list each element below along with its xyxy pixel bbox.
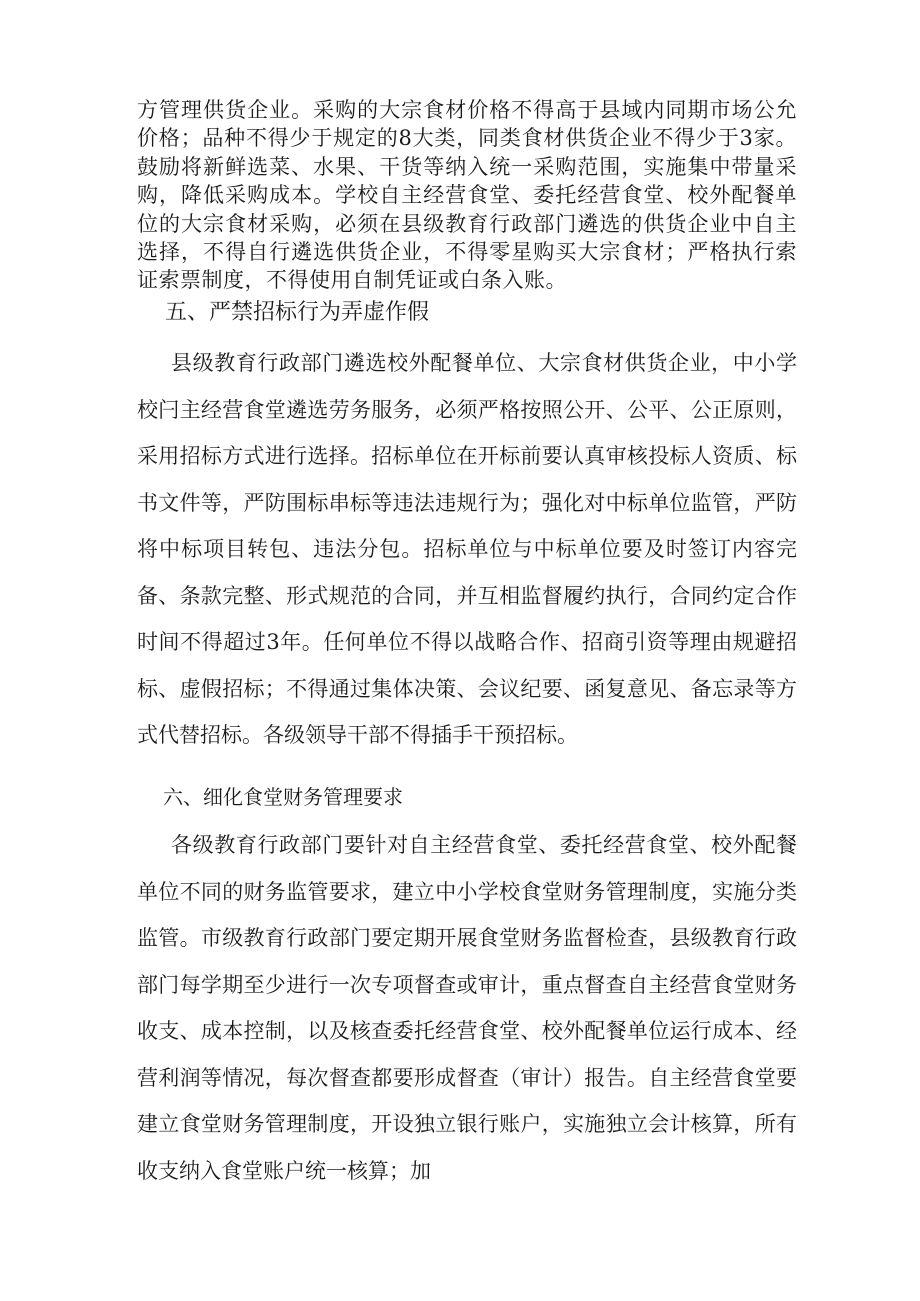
paragraph-procurement: 方管理供货企业。采购的大宗食材价格不得高于县域内同期市场公允价格；品种不得少于规定的8大类，同类食材供货企业不得少于3家。鼓励将新鲜选菜、水果、干货等纳入统一采购范围，实施集中带量采购，降低采购成本。学校自主经营食堂、委托经营食堂、校外配餐单位的大宗食材采购，必须在县级教育行政部门遴选的供货企业中自主选择，不得自行遴选供货企业，不得零星购买大宗食材；严格执行索证索票制度，不得使用自制凭证或白条入账。 (137, 98, 797, 293)
section-heading-6: 六、细化食堂财务管理要求 (163, 785, 403, 809)
paragraph-finance: 各级教育行政部门要针对自主经营食堂、委托经营食堂、校外配餐单位不同的财务监管要求，建立中小学校食堂财务管理制度，实施分类监管。市级教育行政部门要定期开展食堂财务监督检查，县级教育行政部门每学期至少进行一次专项督查或审计，重点督查自主经营食堂财务收支、成本控制，以及核查委托经营食堂、校外配餐单位运行成本、经营利润等情况，每次督查都要形成督查（审计）报告。自主经营食堂要建立食堂财务管理制度，开设独立银行账户，实施独立会计核算，所有收支纳入食堂账户统一核算；加 (137, 833, 797, 1183)
paragraph-bidding: 县级教育行政部门遴选校外配餐单位、大宗食材供货企业，中小学校闩主经营食堂遴选劳务服务，必须严格按照公开、公平、公正原则，采用招标方式进行选择。招标单位在开标前要认真审核投标人资质、标书文件等，严防围标串标等违法违规行为；强化对中标单位监管，严防将中标项目转包、违法分包。招标单位与中标单位要及时签订内容完备、条款完整、形式规范的合同，并互相监督履约执行，合同约定合作时间不得超过3年。任何单位不得以战略合作、招商引资等理由规避招标、虚假招标；不得通过集体决策、会议纪要、函复意见、备忘录等方式代替招标。各级领导干部不得插手干预招标。 (137, 351, 797, 747)
section-heading-5: 五、严禁招标行为弄虚作假 (165, 300, 430, 325)
